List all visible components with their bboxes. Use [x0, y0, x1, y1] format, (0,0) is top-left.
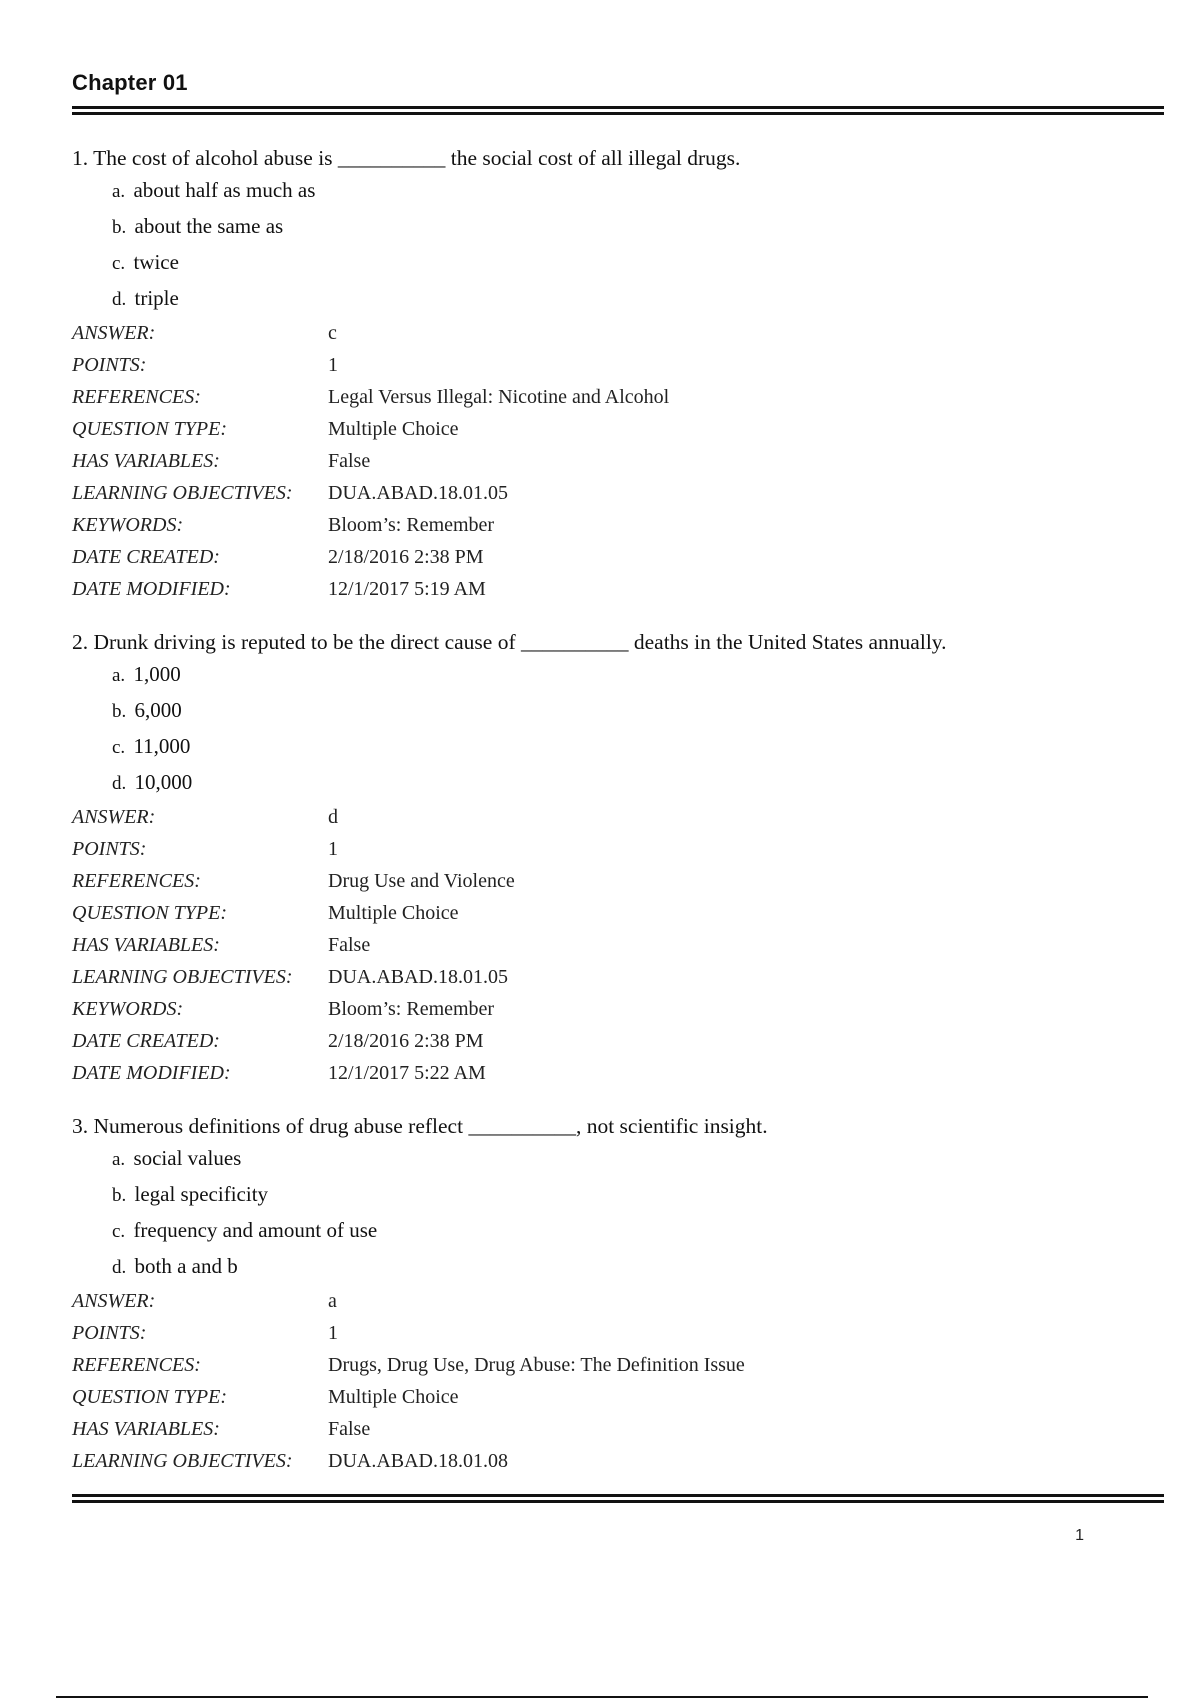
question-list [72, 143, 1164, 1477]
metadata-label: DATE CREATED: [72, 1030, 220, 1052]
metadata-value: Legal Versus Illegal: Nicotine and Alcohol [328, 386, 670, 408]
option-text: both a and b [134, 1254, 238, 1278]
answer-option [112, 281, 1164, 317]
metadata-label: LEARNING OBJECTIVES: [72, 1450, 293, 1472]
option-letter: a. [112, 181, 126, 202]
option-letter: a. [112, 1149, 126, 1170]
option-letter: c. [112, 253, 126, 274]
option-letter: d. [112, 773, 127, 794]
option-text: triple [134, 286, 179, 310]
page-number: 1 [1075, 1527, 1084, 1544]
page-bottom-edge [56, 1696, 1148, 1698]
answer-option [112, 693, 1164, 729]
metadata-label: REFERENCES: [72, 386, 201, 408]
metadata-label: ANSWER: [72, 322, 156, 344]
metadata-label: LEARNING OBJECTIVES: [72, 966, 293, 988]
option-text: twice [133, 250, 179, 274]
option-letter: d. [112, 289, 127, 310]
metadata-value: 2/18/2016 2:38 PM [328, 546, 484, 568]
metadata-label: DATE MODIFIED: [72, 1062, 231, 1084]
metadata-value: False [328, 1418, 371, 1440]
metadata-value: False [328, 934, 371, 956]
answer-option [112, 1177, 1164, 1213]
metadata-value: Bloom’s: Remember [328, 514, 495, 536]
metadata-value: 12/1/2017 5:19 AM [328, 578, 486, 600]
question-stem: 2. Drunk driving is reputed to be the direct cause of __________ deaths in the United States annually. [72, 630, 947, 654]
metadata-label: ANSWER: [72, 1290, 156, 1312]
answer-options [72, 173, 1164, 317]
option-letter: b. [112, 1185, 127, 1206]
option-text: legal specificity [134, 1182, 269, 1206]
metadata-label: QUESTION TYPE: [72, 1386, 228, 1408]
answer-options [72, 657, 1164, 801]
metadata-label: REFERENCES: [72, 1354, 201, 1376]
option-text: frequency and amount of use [133, 1218, 378, 1242]
answer-option [112, 209, 1164, 245]
footer-rule [72, 1494, 1164, 1503]
metadata-value: False [328, 450, 371, 472]
question-block [72, 143, 1164, 605]
option-text: 1,000 [133, 662, 181, 686]
metadata-label: ANSWER: [72, 806, 156, 828]
question-block [72, 627, 1164, 1089]
metadata-label: KEYWORDS: [72, 514, 184, 536]
answer-options [72, 1141, 1164, 1285]
metadata-value: Bloom’s: Remember [328, 998, 495, 1020]
option-letter: a. [112, 665, 126, 686]
metadata-label: DATE MODIFIED: [72, 578, 231, 600]
metadata-value: Multiple Choice [328, 902, 459, 924]
metadata-value: 1 [328, 838, 338, 860]
option-text: about half as much as [133, 178, 316, 202]
question-block [72, 1111, 1164, 1477]
metadata-value: d [328, 806, 338, 828]
metadata-label: HAS VARIABLES: [72, 1418, 220, 1440]
metadata-label: POINTS: [72, 1322, 147, 1344]
metadata-label: HAS VARIABLES: [72, 934, 220, 956]
chapter-title: Chapter 01 [72, 70, 188, 95]
metadata-value: 2/18/2016 2:38 PM [328, 1030, 484, 1052]
metadata-value: DUA.ABAD.18.01.05 [328, 482, 508, 504]
option-text: about the same as [134, 214, 284, 238]
question-metadata [72, 801, 1164, 1089]
option-letter: b. [112, 217, 127, 238]
metadata-value: Multiple Choice [328, 1386, 459, 1408]
metadata-value: 1 [328, 1322, 338, 1344]
answer-option [112, 1141, 1164, 1177]
question-metadata [72, 1285, 1164, 1477]
question-stem: 1. The cost of alcohol abuse is __________ the social cost of all illegal drugs. [72, 146, 741, 170]
answer-option [112, 173, 1164, 209]
metadata-value: 1 [328, 354, 338, 376]
metadata-value: DUA.ABAD.18.01.08 [328, 1450, 508, 1472]
answer-option [112, 1213, 1164, 1249]
option-letter: b. [112, 701, 127, 722]
metadata-value: c [328, 322, 337, 344]
document-page [72, 70, 1164, 1499]
answer-option [112, 245, 1164, 281]
option-letter: c. [112, 737, 126, 758]
metadata-label: QUESTION TYPE: [72, 418, 228, 440]
option-text: 10,000 [134, 770, 193, 794]
option-letter: c. [112, 1221, 126, 1242]
answer-option [112, 1249, 1164, 1285]
question-metadata [72, 317, 1164, 605]
metadata-label: POINTS: [72, 838, 147, 860]
metadata-label: LEARNING OBJECTIVES: [72, 482, 293, 504]
answer-option [112, 657, 1164, 693]
metadata-label: HAS VARIABLES: [72, 450, 220, 472]
metadata-value: a [328, 1290, 337, 1312]
metadata-value: 12/1/2017 5:22 AM [328, 1062, 486, 1084]
metadata-label: POINTS: [72, 354, 147, 376]
metadata-value: Drug Use and Violence [328, 870, 515, 892]
option-text: 11,000 [133, 734, 191, 758]
header-rule [72, 106, 1164, 115]
answer-option [112, 765, 1164, 801]
option-text: 6,000 [134, 698, 182, 722]
metadata-label: KEYWORDS: [72, 998, 184, 1020]
metadata-value: Drugs, Drug Use, Drug Abuse: The Definition Issue [328, 1354, 745, 1376]
metadata-label: REFERENCES: [72, 870, 201, 892]
metadata-label: QUESTION TYPE: [72, 902, 228, 924]
option-text: social values [133, 1146, 242, 1170]
metadata-value: DUA.ABAD.18.01.05 [328, 966, 508, 988]
metadata-value: Multiple Choice [328, 418, 459, 440]
metadata-label: DATE CREATED: [72, 546, 220, 568]
answer-option [112, 729, 1164, 765]
option-letter: d. [112, 1257, 127, 1278]
question-stem: 3. Numerous definitions of drug abuse reflect __________, not scientific insight. [72, 1114, 768, 1138]
